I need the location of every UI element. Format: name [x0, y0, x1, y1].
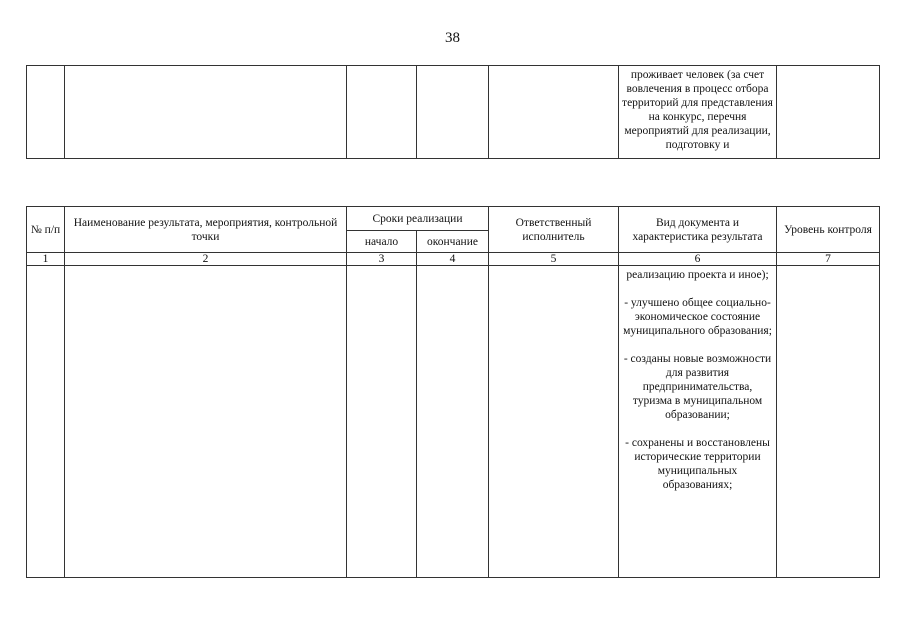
header-control-level: Уровень контроля — [777, 207, 880, 253]
header-deadlines: Сроки реализации — [347, 207, 489, 231]
header-name: Наименование результата, мероприятия, контрольной точки — [65, 207, 347, 253]
column-number-3: 3 — [347, 253, 417, 266]
column-number-1: 1 — [27, 253, 65, 266]
header-number: № п/п — [27, 207, 65, 253]
column-number-2: 2 — [65, 253, 347, 266]
column-number-7: 7 — [777, 253, 880, 266]
body-col7 — [777, 266, 880, 578]
result-description: проживает человек (за счет вовлечения в процесс отбора территорий для представления на конкурс, перечня мероприятий для реализации, подготовку и — [622, 69, 773, 151]
cell-col5 — [489, 66, 619, 159]
page-number: 38 — [445, 30, 460, 46]
cell-col6 — [619, 66, 777, 159]
continuation-table — [26, 65, 880, 159]
cell-col4 — [417, 66, 489, 159]
result-paragraph: - созданы новые возможности для развития предпринимательства, туризма в муниципальном образовании; — [623, 353, 772, 421]
header-end: окончание — [417, 231, 489, 253]
body-col1 — [27, 266, 65, 578]
main-table — [26, 206, 880, 578]
column-number-5: 5 — [489, 253, 619, 266]
cell-col3 — [347, 66, 417, 159]
body-col4 — [417, 266, 489, 578]
header-executor: Ответственный исполнитель — [489, 207, 619, 253]
result-paragraph: - улучшено общее социально-экономическое состояние муниципального образования; — [623, 297, 772, 337]
header-document-type: Вид документа и характеристика результата — [619, 207, 777, 253]
cell-col7 — [777, 66, 880, 159]
column-number-4: 4 — [417, 253, 489, 266]
result-paragraph: - сохранены и восстановлены исторические территории муниципальных образованиях; — [625, 437, 770, 491]
column-number-6: 6 — [619, 253, 777, 266]
body-col6 — [619, 266, 777, 578]
result-list — [619, 266, 776, 492]
cell-col1 — [27, 66, 65, 159]
header-start: начало — [347, 231, 417, 253]
body-col2 — [65, 266, 347, 578]
body-col5 — [489, 266, 619, 578]
result-paragraph: реализацию проекта и иное); — [626, 269, 769, 281]
body-col3 — [347, 266, 417, 578]
cell-col2 — [65, 66, 347, 159]
